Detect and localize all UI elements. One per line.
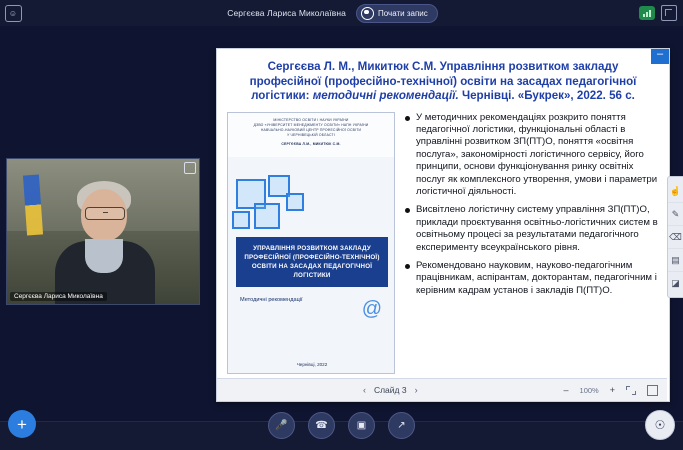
- slide-title-italic: методичні рекомендації.: [312, 89, 459, 102]
- slide-title-line-1: Сергєєва Л. М., Микитюк С.М. Управління розвитком: [267, 60, 570, 73]
- participant-scarf: [85, 239, 123, 273]
- fullscreen-icon[interactable]: [647, 385, 658, 396]
- cover-authors: СЕРГЄЄВА Л.М., МИКИТЮК С.М.: [281, 141, 341, 146]
- top-bar-right: [639, 5, 683, 21]
- leave-icon[interactable]: ☉: [645, 410, 675, 440]
- cover-ministry-line-1: МІНІСТЕРСТВО ОСВІТИ І НАУКИ УКРАЇНИ: [273, 117, 349, 122]
- previous-slide-button[interactable]: ‹: [362, 385, 366, 395]
- call-controls: [0, 412, 683, 439]
- list-item: [405, 204, 659, 254]
- slide-bullet-list: [405, 112, 659, 304]
- slide-navigation: [217, 385, 564, 395]
- cover-subtitle: Методичні рекомендації: [240, 296, 303, 303]
- participant-name-label: Сергєєва Лариса Миколаївна: [10, 292, 107, 301]
- bullet-text: Рекомендовано науковим, науково-педагогічним працівникам, аспірантам, докторантам, педагогічним і керівним кадрам установ і закладів П(ПТ)О.: [416, 259, 657, 296]
- participant-video-tile[interactable]: [6, 158, 200, 305]
- top-bar-center: [26, 4, 639, 23]
- cover-ministry-line-2: ДЗВО «УНІВЕРСИТЕТ МЕНЕДЖМЕНТУ ОСВІТИ» НАПН УКРАЇНИ: [253, 122, 369, 127]
- slide-title-line-3: засадах педагогічної логістики:: [251, 74, 637, 102]
- cover-ministry-line-3: НАВЧАЛЬНО-НАУКОВИЙ ЦЕНТР ПРОФЕСІЙНОЇ ОСВІТИ: [260, 127, 362, 132]
- cover-main-title: УПРАВЛІННЯ РОЗВИТКОМ ЗАКЛАДУ ПРОФЕСІЙНОЇ (ПРОФЕСІЙНО-ТЕХНІЧНОЇ) ОСВІТИ НА ЗАСАДАХ ПЕДАГОГІЧНОЇ ЛОГІСТИКИ: [236, 237, 388, 287]
- annotation-toolbar: [667, 176, 683, 298]
- book-cover-image: [227, 112, 395, 374]
- slide-viewer-panel: [216, 48, 670, 402]
- camera-icon[interactable]: ▣: [348, 412, 375, 439]
- bullet-dot-icon: [405, 208, 410, 213]
- list-item: [405, 112, 659, 199]
- fit-screen-icon[interactable]: [626, 386, 636, 395]
- cover-ministry-line-4: У ЧЕРНІВЕЦЬКІЙ ОБЛАСТІ: [287, 132, 335, 137]
- signal-strength-icon[interactable]: [639, 6, 655, 20]
- phone-icon[interactable]: ☎: [308, 412, 335, 439]
- at-symbol-icon: @: [361, 297, 382, 320]
- slide-number-label: Слайд 3: [373, 385, 407, 395]
- zoom-in-button[interactable]: +: [609, 385, 615, 395]
- slide-content-area: [217, 49, 669, 377]
- microphone-icon[interactable]: 🎤: [268, 412, 295, 439]
- shape-icon[interactable]: ◪: [671, 277, 680, 288]
- screen-share-icon[interactable]: ↗: [388, 412, 415, 439]
- slide-title-line-2: закладу професійної (професійно-технічної) освіти на: [249, 60, 619, 88]
- slide-columns: [227, 112, 659, 374]
- cover-main-block: [228, 237, 395, 303]
- presenter-name: Сергєєва Лариса Миколаївна: [227, 8, 346, 18]
- conference-stage: [0, 26, 683, 422]
- slide-title-line-4: Чернівці. «Букрек», 2022. 56 с.: [461, 89, 635, 102]
- list-item: [405, 260, 659, 297]
- pin-icon[interactable]: [184, 162, 196, 174]
- participants-button[interactable]: [0, 0, 26, 26]
- fullscreen-icon[interactable]: [661, 5, 677, 21]
- bottom-toolbar: [0, 414, 683, 450]
- pen-icon[interactable]: ✎: [668, 203, 683, 226]
- record-dot-icon: [361, 7, 374, 20]
- hand-pointer-icon[interactable]: ☝: [668, 180, 683, 203]
- slide-zoom-controls: [564, 385, 667, 396]
- eraser-icon[interactable]: ⌫: [668, 226, 683, 249]
- zoom-level-label: 100%: [579, 385, 599, 395]
- next-slide-button[interactable]: ›: [414, 385, 418, 395]
- bullet-dot-icon: [405, 116, 410, 121]
- cover-decorative-squares: [228, 173, 395, 235]
- slide-title: [231, 60, 655, 104]
- stamp-icon[interactable]: ▤: [668, 249, 683, 272]
- cover-ministry-block: [228, 113, 394, 157]
- add-button[interactable]: +: [8, 410, 36, 438]
- cover-footer: Чернівці, 2022: [296, 361, 328, 367]
- zoom-out-button[interactable]: –: [563, 385, 569, 395]
- slide-footer-toolbar: [217, 378, 667, 401]
- start-recording-label: Почати запис: [378, 8, 428, 18]
- bullet-dot-icon: [405, 264, 410, 269]
- participant-glasses: [85, 207, 125, 220]
- start-recording-button[interactable]: [356, 4, 438, 23]
- bullet-text: У методичних рекомендаціях розкрито поняття педагогічної логістики, функціональні області в управлінні розвитком ЗП(ПТ)О, поняття «освітня послуга», закономірності логістичного сервісу, його принципи, основи функціонування ринку освітніх послуг як комплексного утворення, умови і параметри логістичної діяльності.: [416, 111, 658, 197]
- top-bar: [0, 0, 683, 27]
- bullet-text: Висвітлено логістичну систему управління ЗП(ПТ)О, приклади проєктування освітньо-логістичних систем в освітньому процесі за результатами педагогічного експерименту всеукраїнського рівня.: [416, 204, 658, 253]
- minimize-slide-button[interactable]: –: [651, 49, 669, 64]
- person-add-icon: ☺: [5, 5, 22, 22]
